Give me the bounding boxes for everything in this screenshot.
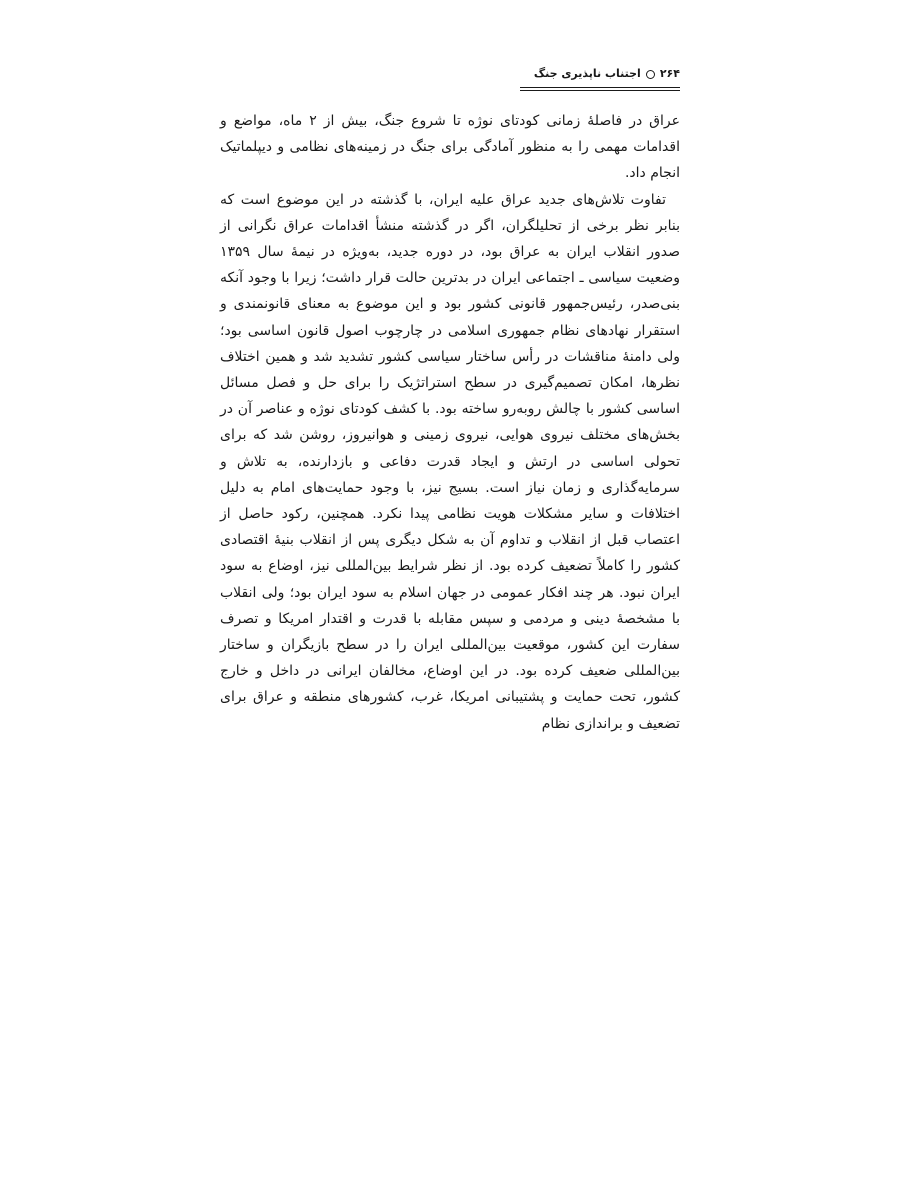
header-rule-top (520, 87, 680, 88)
book-title: اجتناب ناپذیری جنگ (533, 67, 641, 80)
circle-separator-icon (646, 70, 655, 79)
header-rule-bottom (520, 90, 680, 91)
paragraph: تفاوت تلاش‌های جدید عراق علیه ایران، با گذشته در این موضوع است که بنابر نظر برخی از تحلیلگران، اگر در گذشته منشأ اقدامات عراق نگرانی از صدور انقلاب ایران به عراق بود، در دوره جدید، به‌ویژه در نیمهٔ سال ۱۳۵۹ وضعیت سیاسی ـ اجتماعی ایران در بدترین حالت قرار داشت؛ زیرا با وجود آنکه بنی‌صدر، رئیس‌جمهور قانونی کشور بود و این موضوع به معنای قانونمندی و استقرار نهادهای نظام جمهوری اسلامی در چارچوب اصول قانون اساسی بود؛ ولی دامنهٔ مناقشات در رأس ساختار سیاسی کشور تشدید شد و همین اختلاف نظرها، امکان تصمیم‌گیری در سطح استراتژیک را برای حل و فصل مسائل اساسی کشور با چالش روبه‌رو ساخته بود. با کشف کودتای نوژه و عناصر آن در بخش‌های مختلف نیروی هوایی، نیروی زمینی و هوانیروز، روشن شد که برای تحولی اساسی در ارتش و ایجاد قدرت دفاعی و بازدارنده، به تلاش و سرمایه‌گذاری و زمان نیاز است. بسیج نیز، با وجود حمایت‌های امام به دلیل اختلافات و سایر مشکلات هویت نظامی پیدا نکرد. همچنین، رکود حاصل از اعتصاب قبل از انقلاب و تداوم آن به شکل دیگری پس از انقلاب بنیهٔ اقتصادی کشور را کاملاً تضعیف کرده بود. از نظر شرایط بین‌المللی نیز، اوضاع به سود ایران نبود. هر چند افکار عمومی در جهان اسلام به سود ایران بود؛ ولی انقلاب با مشخصهٔ دینی و مردمی و سپس مقابله با قدرت و اقتدار امریکا و تصرف سفارت این کشور، موقعیت بین‌المللی ایران را در سطح بازیگران و ساختار بین‌المللی ضعیف کرده بود. در این اوضاع، مخالفان ایرانی در داخل و خارج کشور، تحت حمایت و پشتیبانی امریکا، غرب، کشورهای منطقه و عراق برای تضعیف و براندازی نظام (220, 191, 680, 732)
running-header (520, 66, 680, 82)
paragraph: عراق در فاصلهٔ زمانی کودتای نوژه تا شروع جنگ، بیش از ۲ ماه، مواضع و اقدامات مهمی را به منظور آمادگی برای جنگ در زمینه‌های نظامی و دیپلماتیک انجام داد. (220, 113, 680, 182)
body-text (220, 108, 680, 737)
page-number: ۲۶۴ (659, 67, 680, 80)
